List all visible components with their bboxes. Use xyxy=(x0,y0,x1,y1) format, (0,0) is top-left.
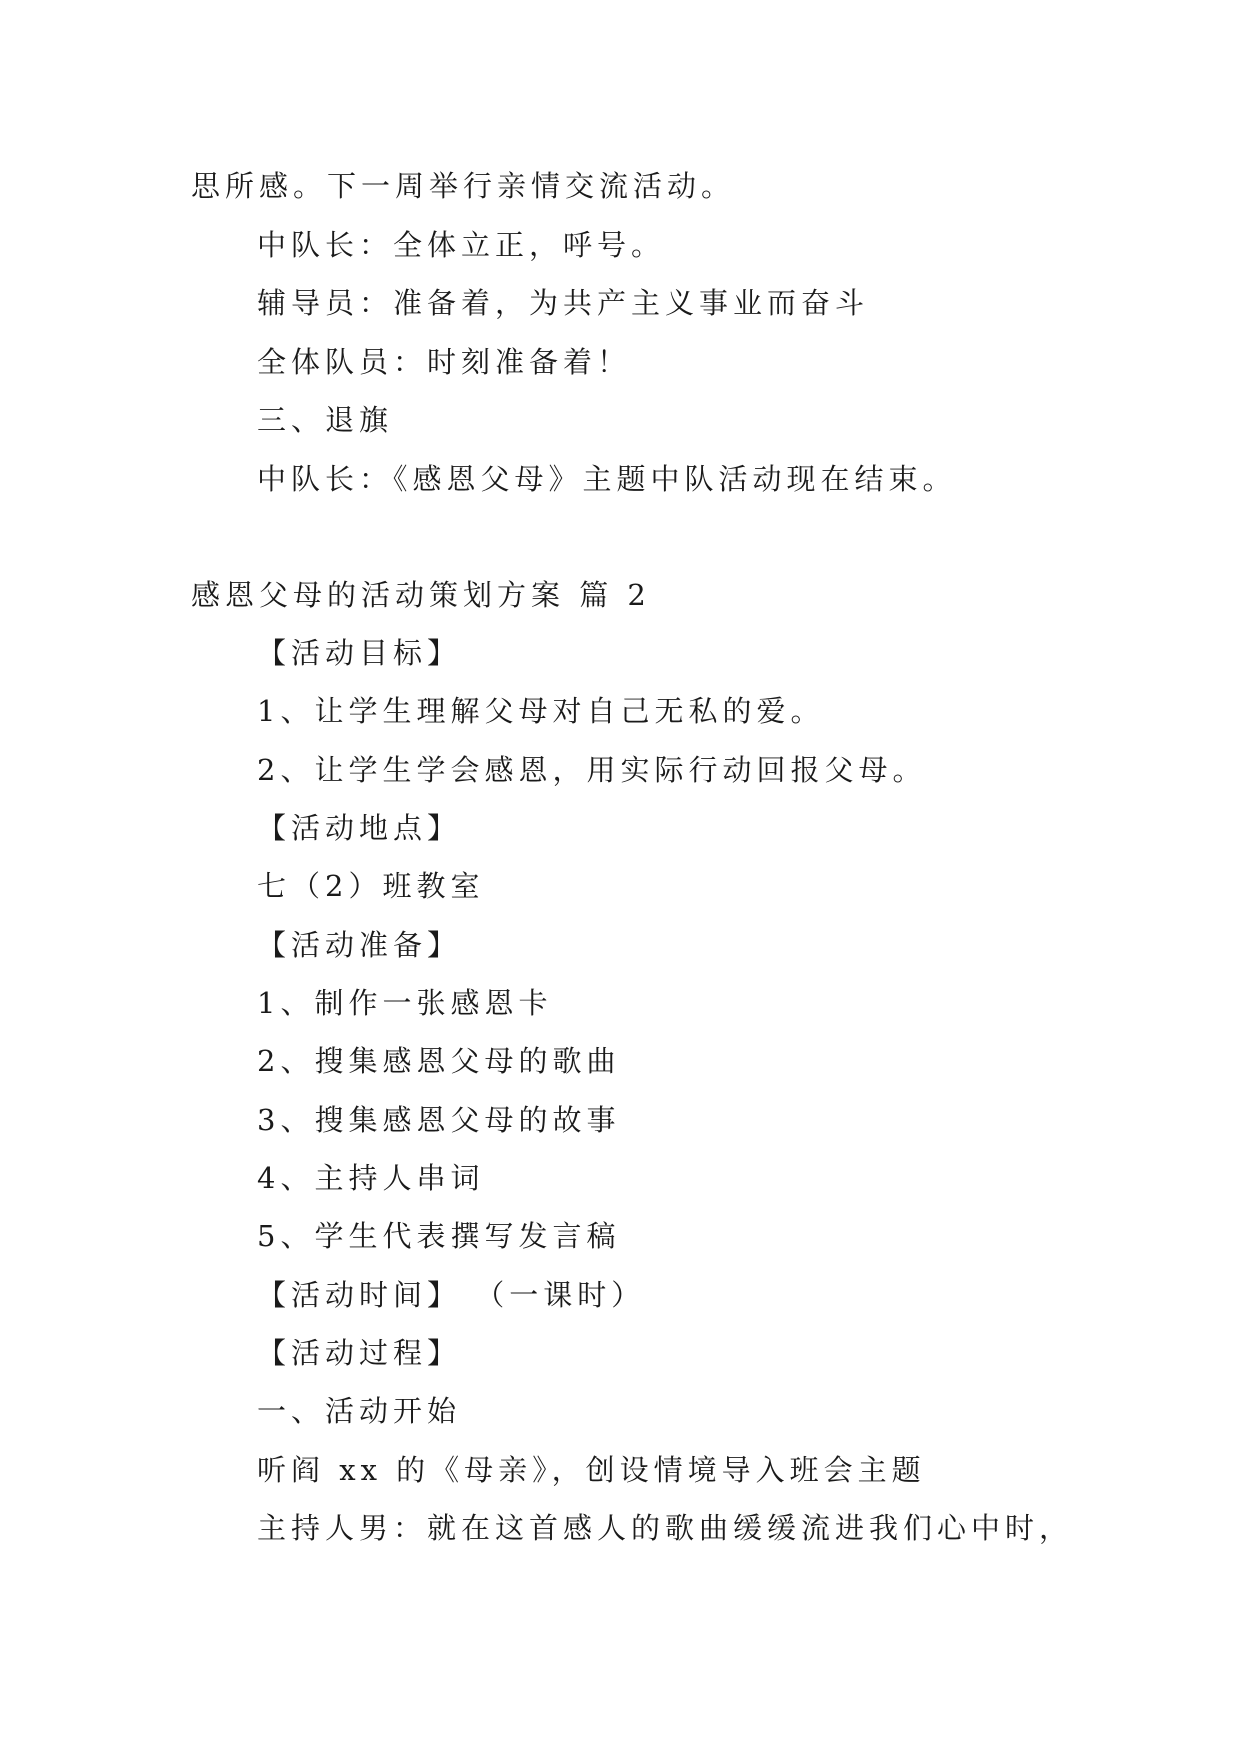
section-heading: 【活动时间】 （一课时） xyxy=(257,1278,646,1312)
section-heading: 【活动过程】 xyxy=(257,1336,462,1370)
paragraph: 听阎 xx 的《母亲》，创设情境导入班会主题 xyxy=(257,1453,926,1487)
article-title: 感恩父母的活动策划方案 篇 2 xyxy=(191,578,651,612)
paragraph: 七（2）班教室 xyxy=(257,869,485,903)
paragraph-continuation: 思所感。下一周举行亲情交流活动。 xyxy=(191,169,736,203)
paragraph: 主持人男：就在这首感人的歌曲缓缓流进我们心中时， xyxy=(257,1511,1074,1545)
dialogue-line: 中队长：全体立正，呼号。 xyxy=(257,228,666,262)
list-item: 4、主持人串词 xyxy=(257,1161,485,1195)
dialogue-line: 中队长：《感恩父母》主题中队活动现在结束。 xyxy=(257,462,957,496)
section-heading: 【活动地点】 xyxy=(257,811,462,845)
dialogue-line: 辅导员：准备着，为共产主义事业而奋斗 xyxy=(257,286,870,320)
list-item: 3、搜集感恩父母的故事 xyxy=(257,1103,621,1137)
list-item: 1、制作一张感恩卡 xyxy=(257,986,553,1020)
section-heading: 三、退旗 xyxy=(257,403,394,437)
section-heading: 【活动准备】 xyxy=(257,928,462,962)
dialogue-line: 全体队员：时刻准备着！ xyxy=(257,345,632,379)
section-heading: 【活动目标】 xyxy=(257,636,462,670)
list-item: 2、搜集感恩父母的歌曲 xyxy=(257,1044,621,1078)
list-item: 2、让学生学会感恩，用实际行动回报父母。 xyxy=(257,753,927,787)
list-item: 1、让学生理解父母对自己无私的爱。 xyxy=(257,694,825,728)
section-heading: 一、活动开始 xyxy=(257,1394,462,1428)
list-item: 5、学生代表撰写发言稿 xyxy=(257,1219,621,1253)
